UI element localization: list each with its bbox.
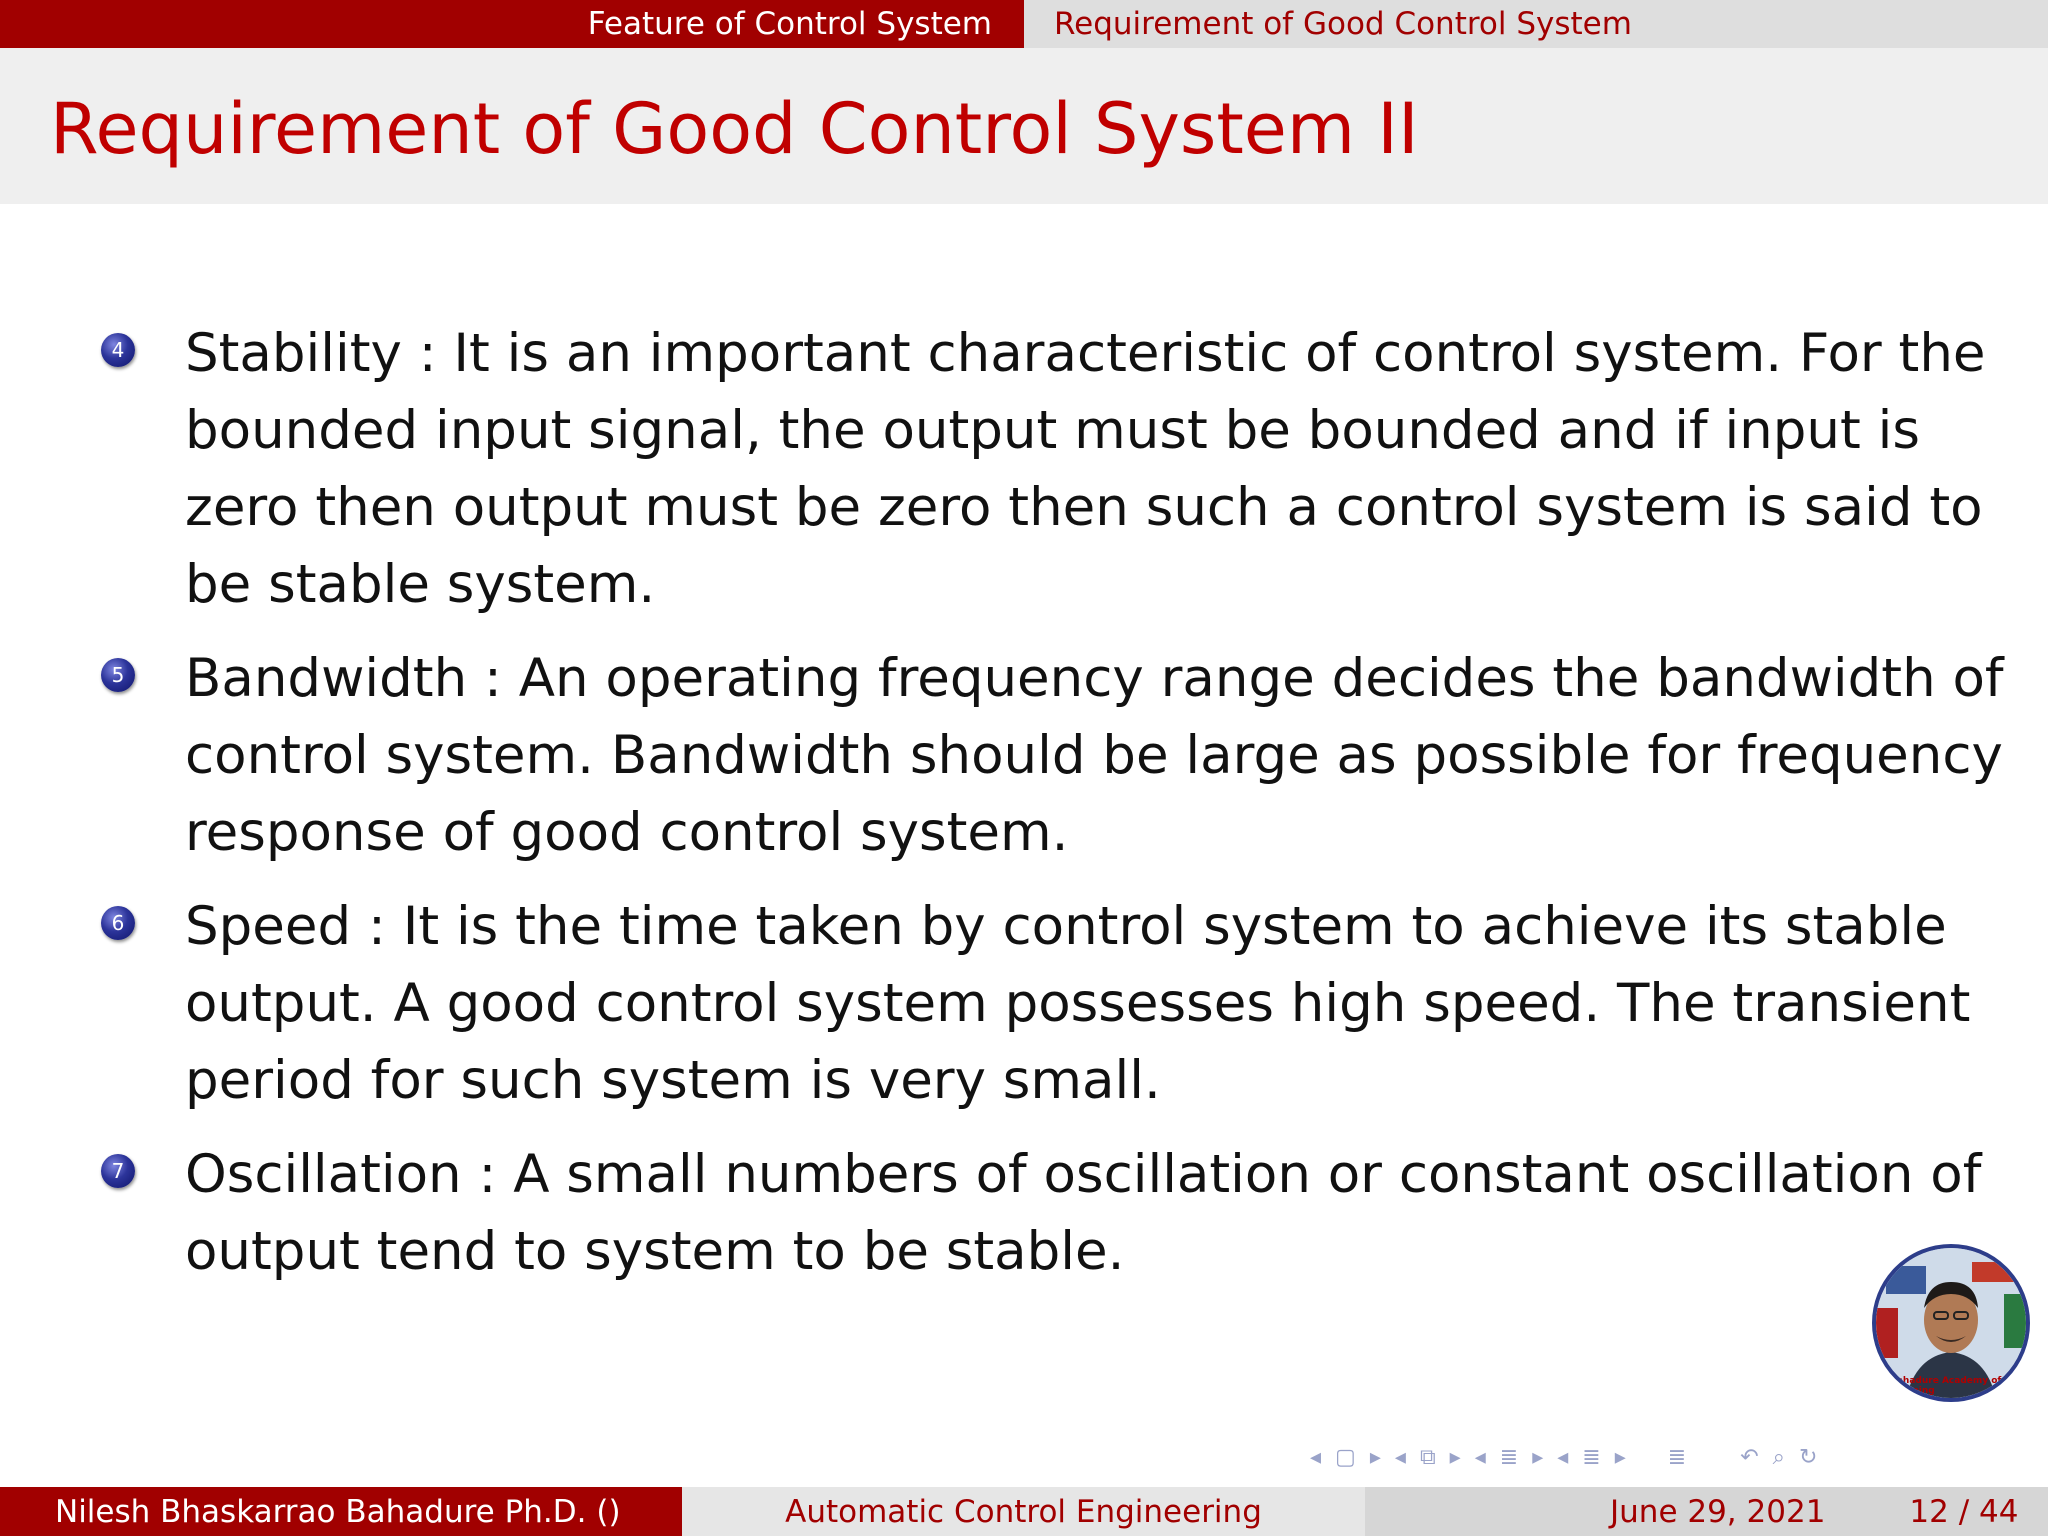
item-line: Oscillation : A small numbers of oscillation or constant oscillation of [185,1144,1982,1205]
item-text [185,1136,1985,1290]
header-bar [0,0,2048,48]
nav-next-doc-icon[interactable]: ▸ [1614,1444,1626,1470]
item-line: zero then output must be zero then such a control system is said to [185,477,1983,538]
item-line: response of good control system. [185,802,1069,863]
item-text [185,888,1985,1119]
nav-prev-frame-icon[interactable]: ◂ [1310,1444,1322,1470]
slide-title: Requirement of Good Control System II [50,88,1419,170]
nav-next-frame-icon[interactable]: ▸ [1369,1444,1381,1470]
item-line: period for such system is very small. [185,1050,1161,1111]
item-line: output. A good control system possesses high speed. The transient [185,973,1971,1034]
item-text [185,315,1985,623]
item-line: Stability : It is an important characteristic of control system. For the [185,323,1986,384]
nav-prev-section-icon[interactable]: ◂ [1474,1444,1486,1470]
nav-section-icon[interactable]: ≣ [1499,1444,1519,1470]
footer-date: June 29, 2021 [1610,1493,1826,1530]
nav-next-subsection-icon[interactable]: ▸ [1449,1444,1461,1470]
item-line: bounded input signal, the output must be bounded and if input is [185,400,1920,461]
item-number-badge: 4 [101,333,135,367]
nav-prev-doc-icon[interactable]: ◂ [1557,1444,1569,1470]
item-line: Bandwidth : An operating frequency range decides the bandwidth of [185,648,2004,709]
footer-page-number: 12 / 44 [1909,1493,2019,1530]
footer-date-page [1365,1487,2048,1536]
item-number-badge: 6 [101,906,135,940]
footer-bar [0,1487,2048,1536]
item-number-badge: 5 [101,658,135,692]
nav-frame-icon[interactable]: ▢ [1335,1444,1356,1470]
footer-author: Nilesh Bhaskarrao Bahadure Ph.D. () [0,1487,682,1536]
nav-back-icon[interactable]: ↶ [1740,1444,1759,1470]
nav-forward-icon[interactable]: ↻ [1798,1444,1818,1470]
beamer-navigation [1310,1440,1831,1474]
item-line: be stable system. [185,554,656,615]
presenter-avatar [1872,1244,2030,1402]
item-line: output tend to system to be stable. [185,1221,1125,1282]
item-number-badge: 7 [101,1154,135,1188]
nav-doc-icon[interactable]: ≣ [1582,1444,1601,1470]
nav-prev-subsection-icon[interactable]: ◂ [1394,1444,1406,1470]
subsection-nav[interactable]: Requirement of Good Control System [1024,0,2048,48]
footer-course: Automatic Control Engineering [682,1487,1365,1536]
nav-search-icon[interactable]: ⌕ [1772,1444,1785,1470]
nav-next-section-icon[interactable]: ▸ [1532,1444,1544,1470]
item-line: control system. Bandwidth should be large as possible for frequency [185,725,2003,786]
nav-subsection-icon[interactable]: ⧉ [1419,1444,1436,1470]
section-nav[interactable]: Feature of Control System [0,0,1024,48]
nav-toc-icon[interactable]: ≣ [1667,1444,1687,1470]
title-band [0,48,2048,204]
avatar-caption: Bahadure Academy of Learning [1890,1376,2002,1396]
item-line: Speed : It is the time taken by control system to achieve its stable [185,896,1947,957]
item-text [185,640,2004,871]
